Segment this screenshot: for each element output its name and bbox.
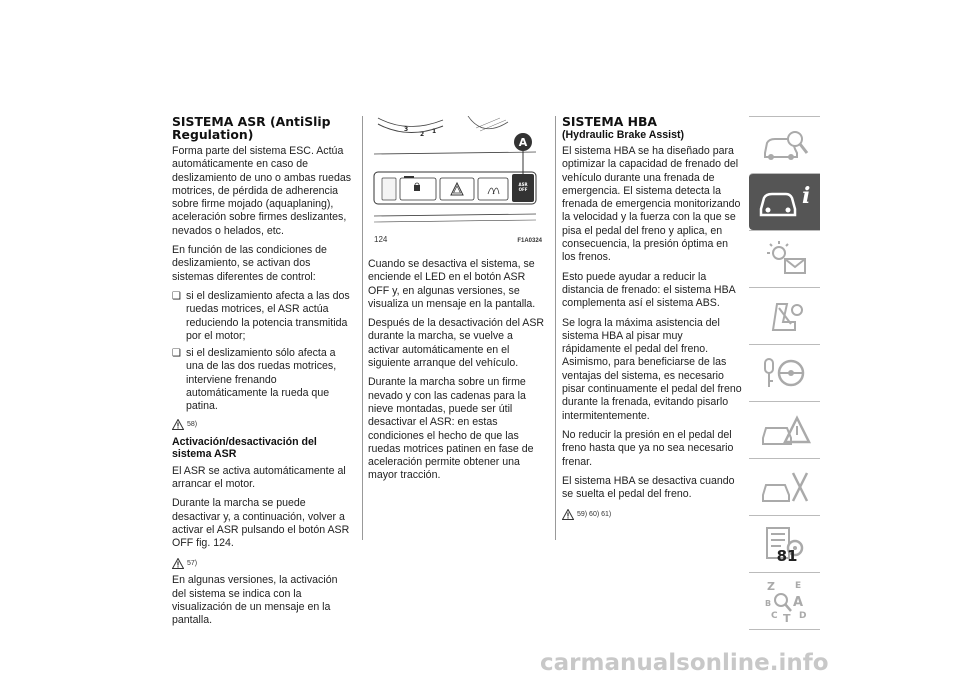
key-steering-wheel-icon [757,351,813,395]
paragraph: El sistema HBA se desactiva cuando se suelta el pedal del freno. [562,474,735,501]
warning-triangle-icon [172,419,184,430]
section-title-asr: SISTEMA ASR (AntiSlip Regulation) [172,114,331,142]
warning-lights-icon [757,237,813,281]
paragraph: En función de las condiciones de deslizamiento, se activan dos sistemas diferentes de control: [172,244,327,283]
bullet-item: ❑ si el deslizamiento sólo afecta a una de las dos ruedas motrices, interviene frenando automáticamente la rueda que patina. [172,347,354,413]
dial-number: 2 [420,131,425,138]
paragraph: El sistema HBA se ha diseñado para optimizar la capacidad de frenado del vehículo durante una frenada de emergencia. El sistema detecta la frenada de emergencia monitorizando la velocidad y la fuerza con la que se pisa el pedal del freno y aplica, en consecuencia, la presión óptima en los frenos. [562,145,741,264]
callout-letter: A [518,136,528,149]
nav-item-index[interactable] [749,572,820,630]
nav-item-maintenance[interactable] [749,458,820,515]
dial-number: 1 [432,128,437,135]
warning-reference[interactable] [172,556,354,570]
column-divider [362,116,363,540]
car-breakdown-icon [757,408,813,452]
index-letter: E [794,581,801,591]
column-divider [555,116,556,540]
alphabetical-index-icon [757,578,813,624]
lock-icon [414,185,420,191]
paragraph: Durante la marcha sobre un firme nevado y con las cadenas para la nieve montadas, puede ser útil desactivar el ASR: en estas condiciones el hecho de que las ruedas motrices patinen en fase de aceleración permite obtener una mayor tracción. [368,376,534,482]
watermark: carmanualsonline.info [540,650,829,676]
column-asr [172,116,354,634]
dial-number: 3 [404,126,409,133]
paragraph: En algunas versiones, la activación del sistema se indica con la visualización de un mensaje en la pantalla. [172,574,338,627]
page-number: 81 [776,547,798,565]
warning-triangle-icon [562,509,574,520]
nav-item-warning-lights[interactable] [749,230,820,287]
figure-asr-button [368,116,546,244]
warning-reference[interactable] [562,507,742,521]
section-title-hba: SISTEMA HBA [562,114,658,129]
warning-ref-text: 58) [187,420,198,428]
paragraph: Se logra la máxima asistencia del sistema HBA al pisar muy rápidamente el pedal del freno. Asimismo, para beneficiarse de las ventajas del sistema, es necesario pisar continuamente el pedal del freno durante la frenada, evitando pisarlo intermitentemente. [562,316,742,422]
subsection-title: (Hydraulic Brake Assist) [562,128,685,141]
figure-number: 124 [374,235,388,244]
dashboard-illustration [368,116,546,244]
car-info-icon [755,179,815,225]
bullet-list [172,290,354,414]
nav-item-car-search[interactable] [749,116,820,173]
paragraph: El ASR se activa automáticamente al arrancar el motor. [172,464,346,490]
nav-item-emergency[interactable] [749,401,820,458]
paragraph: Esto puede ayudar a reducir la distancia de frenado: el sistema HBA complementa así el sistema ABS. [562,270,736,310]
asr-button-label: ASR [518,182,528,187]
index-letter: D [798,611,806,621]
warning-ref-text: 59) 60) 61) [577,510,612,518]
car-maintenance-icon [757,465,813,509]
index-letter: T [782,612,791,624]
safety-seat-icon [757,294,813,338]
bullet-item: ❑ si el deslizamiento afecta a las dos ruedas motrices, el ASR actúa reduciendo la potencia transmitida por el motor; [172,290,354,343]
column-hba [562,116,742,525]
paragraph: No reducir la presión en el pedal del freno hasta que ya no sea necesario frenar. [562,428,734,468]
car-search-icon [757,123,813,167]
info-letter: i [801,183,810,209]
nav-item-safety[interactable] [749,287,820,344]
subsection-title: Activación/desactivación del sistema ASR [172,435,317,461]
asr-button-label: OFF [518,187,528,192]
column-asr-continued [368,258,546,489]
nav-item-starting-driving[interactable] [749,344,820,401]
nav-item-car-info[interactable] [749,173,820,230]
warning-triangle-icon [172,558,184,569]
index-letter: A [792,595,803,610]
paragraph: Forma parte del sistema ESC. Actúa automáticamente en caso de deslizamiento de uno o ambas ruedas motrices, de pérdida de adherencia sobre firme mojado (aquaplaning), aceleración sobre firmes deslizantes, nevados o helados, etc. [172,145,352,237]
index-letter: Z [766,580,775,593]
index-letter: B [764,599,771,608]
warning-ref-text: 57) [187,559,198,567]
index-letter: C [770,611,778,621]
warning-reference[interactable] [172,418,354,432]
figure-code: F1A0324 [517,238,542,244]
paragraph: Después de la desactivación del ASR durante la marcha, se vuelve a activar automáticamente en el siguiente arranque del vehículo. [368,317,545,370]
paragraph: Cuando se desactiva el sistema, se enciende el LED en el botón ASR OFF y, en algunas versiones, se visualiza un mensaje en la pantalla. [368,258,536,310]
paragraph: Durante la marcha se puede desactivar y, a continuación, volver a activar el ASR pulsando el botón ASR OFF fig. 124. [172,497,350,550]
